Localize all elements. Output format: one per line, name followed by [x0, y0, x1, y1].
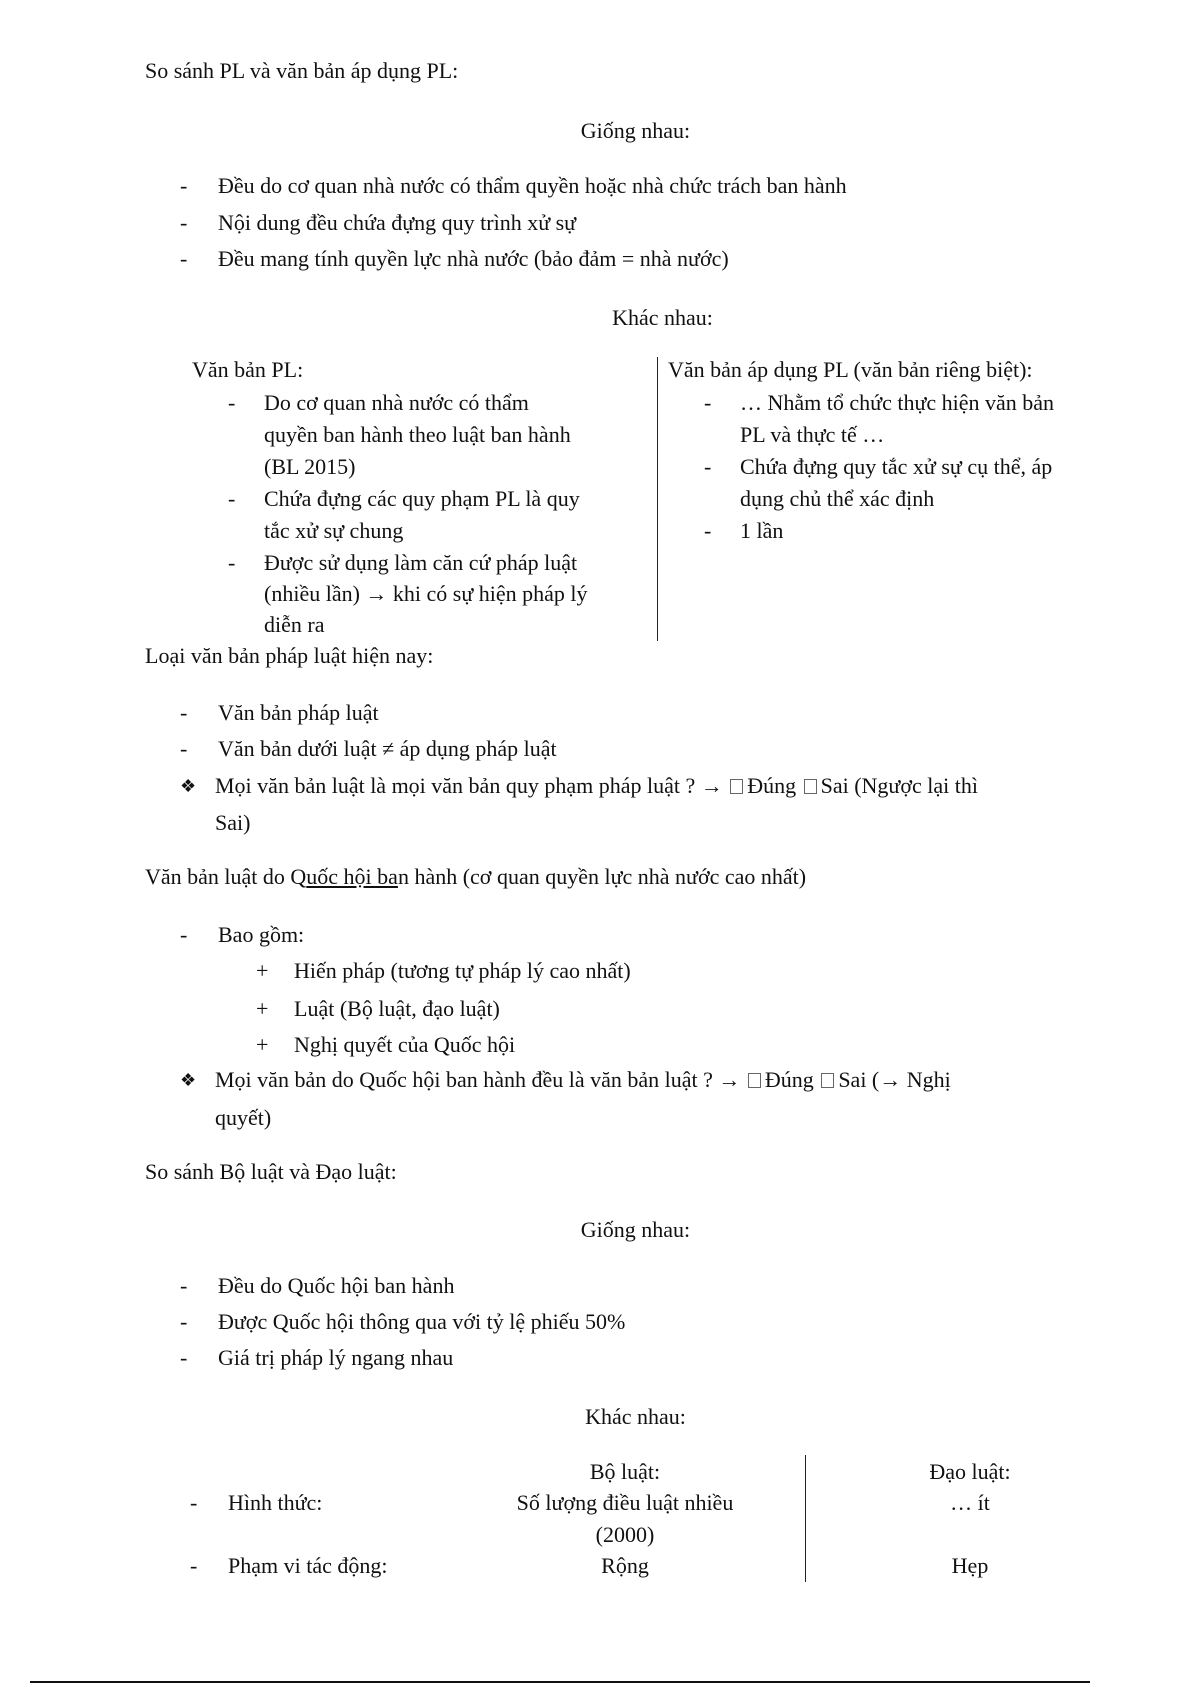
sub-list-item: Luật (Bộ luật, đạo luật) [294, 996, 500, 1021]
list-line: diễn ra [264, 612, 325, 637]
dash-bullet: - [180, 700, 188, 725]
list-item: Văn bản dưới luật ≠ áp dụng pháp luật [218, 736, 557, 761]
checkbox-icon [748, 1073, 761, 1088]
list-line: Chứa đựng quy tắc xử sự cụ thể, áp [740, 454, 1053, 479]
section4-title: So sánh Bộ luật và Đạo luật: [145, 1159, 397, 1184]
list-line: (nhiều lần) → khi có sự hiện pháp lý [264, 581, 588, 606]
dash-bullet: - [180, 173, 188, 198]
checkbox-icon [804, 779, 817, 794]
question-text: Mọi văn bản do Quốc hội ban hành đều là văn bản luật ? → [215, 1067, 741, 1092]
section1-title: So sánh PL và văn bản áp dụng PL: [145, 58, 459, 83]
list-item: Đều do Quốc hội ban hành [218, 1273, 455, 1298]
include-label: Bao gồm: [218, 922, 305, 947]
question-line [215, 773, 978, 799]
option-correct: Đúng [747, 773, 797, 798]
question-text: Mọi văn bản luật là mọi văn bản quy phạm pháp luật ? → [215, 773, 723, 798]
table-row-label: Hình thức: [228, 1490, 323, 1515]
dash-bullet: - [180, 1273, 188, 1298]
right-col-title: Văn bản áp dụng PL (văn bản riêng biệt): [668, 357, 1033, 382]
plus-bullet: + [256, 996, 269, 1021]
title-part: n hành (cơ quan quyền lực nhà nước cao nhất) [397, 864, 807, 889]
list-line: quyền ban hành theo luật ban hành [264, 422, 571, 447]
dash-bullet: - [180, 246, 188, 271]
table-cell: (2000) [595, 1522, 655, 1547]
table-cell: … ít [950, 1490, 990, 1515]
left-col-title: Văn bản PL: [192, 357, 304, 382]
dash-bullet: - [180, 736, 188, 761]
list-item: Đều do cơ quan nhà nước có thẩm quyền hoặc nhà chức trách ban hành [218, 173, 847, 198]
list-line: dụng chủ thể xác định [740, 486, 935, 511]
list-line: (BL 2015) [264, 454, 356, 479]
checkbox-icon [730, 779, 743, 794]
section1-diff-heading: Khác nhau: [612, 305, 713, 330]
section2-title: Loại văn bản pháp luật hiện nay: [145, 643, 434, 668]
dash-bullet: - [228, 390, 236, 415]
section1-similar-heading: Giống nhau: [580, 118, 691, 143]
list-line: Được sử dụng làm căn cứ pháp luật [264, 550, 578, 575]
diamond-bullet-icon: ❖ [180, 776, 197, 796]
sub-list-item: Nghị quyết của Quốc hội [294, 1032, 516, 1057]
list-line: 1 lần [740, 518, 784, 543]
title-part: Văn bản luật do Q [145, 864, 307, 889]
question-line [215, 1067, 951, 1093]
dash-bullet: - [704, 518, 712, 543]
list-line: Chứa đựng các quy phạm PL là quy [264, 486, 580, 511]
dash-bullet: - [180, 1345, 188, 1370]
option-correct: Đúng [764, 1067, 814, 1092]
table-cell: Hẹp [951, 1553, 989, 1578]
list-item: Được Quốc hội thông qua với tỷ lệ phiếu 50% [218, 1309, 626, 1334]
plus-bullet: + [256, 958, 269, 983]
table-header-code: Bộ luật: [589, 1459, 661, 1484]
section3-title [145, 864, 806, 890]
dash-bullet: - [228, 550, 236, 575]
page-bottom-rule [30, 1681, 1090, 1683]
list-line: Do cơ quan nhà nước có thẩm [264, 390, 529, 415]
list-line: … Nhằm tổ chức thực hiện văn bản [740, 390, 1055, 415]
dash-bullet: - [228, 486, 236, 511]
table-divider [805, 1455, 806, 1582]
section4-diff-heading: Khác nhau: [585, 1404, 686, 1429]
list-item: Giá trị pháp lý ngang nhau [218, 1345, 454, 1370]
dash-bullet: - [190, 1553, 198, 1578]
title-underlined-part: uốc hội ba [306, 864, 398, 889]
section4-similar-heading: Giống nhau: [580, 1217, 691, 1242]
checkbox-icon [821, 1073, 834, 1088]
dash-bullet: - [190, 1490, 198, 1515]
list-line: tắc xử sự chung [264, 518, 404, 543]
column-divider [657, 357, 658, 641]
question-continuation: Sai) [215, 810, 251, 835]
list-item: Đều mang tính quyền lực nhà nước (bảo đảm = nhà nước) [218, 246, 729, 271]
diamond-bullet-icon: ❖ [180, 1070, 197, 1090]
list-item: Văn bản pháp luật [218, 700, 379, 725]
plus-bullet: + [256, 1032, 269, 1057]
dash-bullet: - [704, 454, 712, 479]
table-header-act: Đạo luật: [929, 1459, 1011, 1484]
dash-bullet: - [180, 210, 188, 235]
dash-bullet: - [704, 390, 712, 415]
dash-bullet: - [180, 1309, 188, 1334]
list-item: Nội dung đều chứa đựng quy trình xử sự [218, 210, 577, 235]
list-line: PL và thực tế … [740, 422, 885, 447]
table-cell: Rộng [601, 1553, 649, 1578]
sub-list-item: Hiến pháp (tương tự pháp lý cao nhất) [294, 958, 631, 983]
question-continuation: quyết) [215, 1105, 272, 1130]
option-wrong: Sai (→ Nghị [838, 1067, 951, 1092]
table-cell: Số lượng điều luật nhiều [516, 1490, 734, 1515]
dash-bullet: - [180, 922, 188, 947]
table-row-label: Phạm vi tác động: [228, 1553, 388, 1578]
option-wrong: Sai (Ngược lại thì [820, 773, 978, 798]
